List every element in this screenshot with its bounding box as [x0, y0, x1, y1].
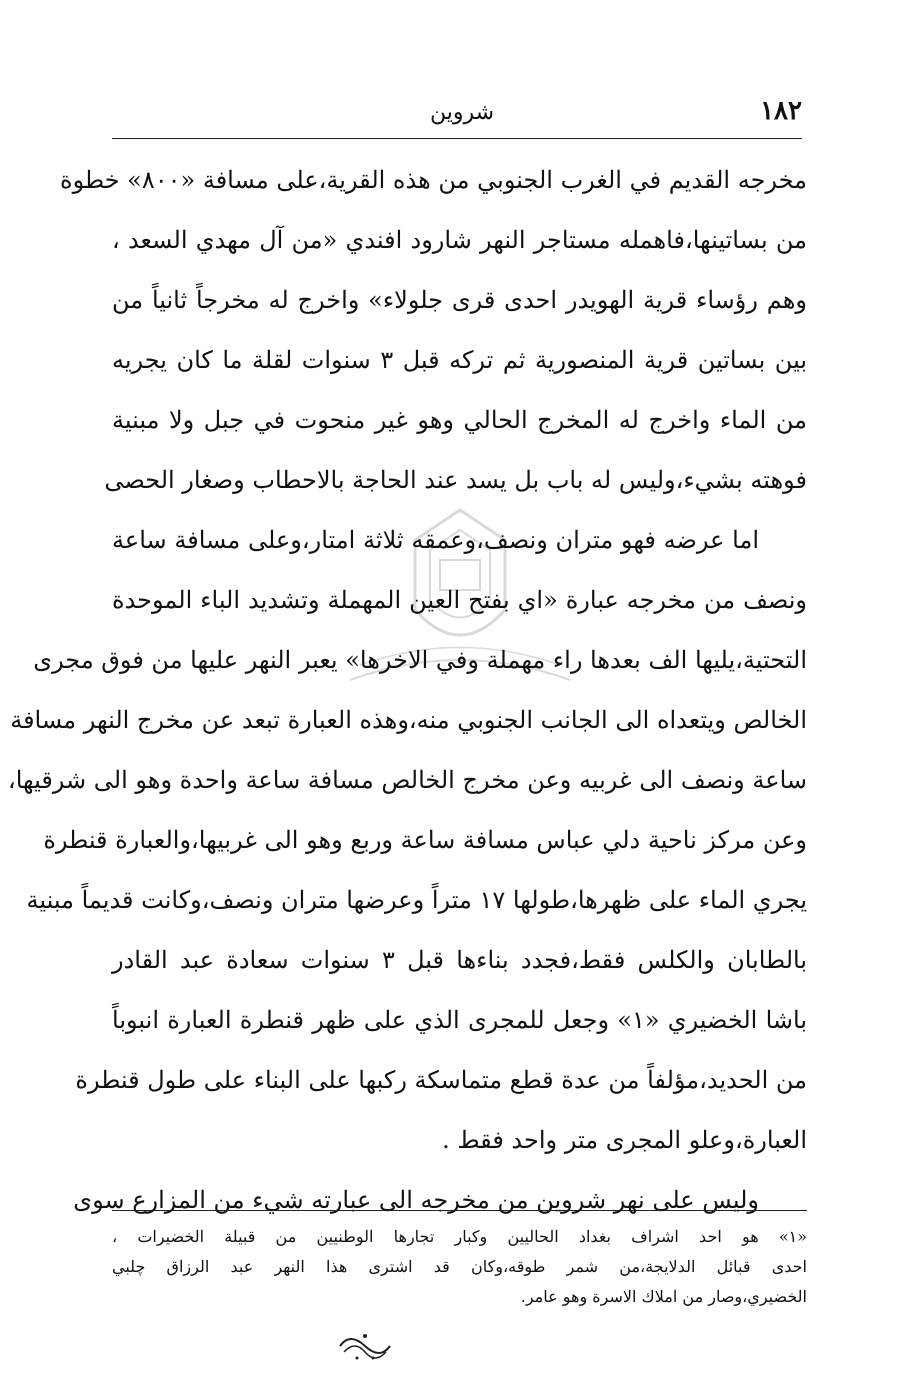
body-text — [7, 150, 808, 1230]
text-line: الخالص ويتعداه الى الجانب الجنوبي منه،وهذه العبارة تبعد عن مخرج النهر مسافة — [10, 706, 807, 734]
footnote-line: «١» هو احد اشراف بغداد الحاليين وكبار تجارها الوطنيين من قبيلة الخضيرات ، — [112, 1227, 807, 1246]
text-line: وهم رؤساء قرية الهويدر احدى قرى جلولاء» واخرج له مخرجاً ثانياً من — [112, 286, 807, 314]
text-line: العبارة،وعلو المجرى متر واحد فقط . — [442, 1126, 807, 1154]
text-line: ونصف من مخرجه عبارة «اي بفتح العين المهملة وتشديد الباء الموحدة — [112, 586, 807, 614]
text-line: بين بساتين قرية المنصورية ثم تركه قبل ٣ سنوات لقلة ما كان يجريه — [112, 346, 807, 374]
text-line: فوهته بشيء،وليس له باب بل يسد عند الحاجة بالاحطاب وصغار الحصى — [104, 466, 807, 494]
text-line: مخرجه القديم في الغرب الجنوبي من هذه القرية،على مسافة «٨٠٠» خطوة — [60, 166, 807, 194]
footnote-line: الخضيري،وصار من املاك الاسرة وهو عامر. — [520, 1287, 807, 1306]
text-line: وعن مركز ناحية دلي عباس مسافة ساعة وربع وهو الى غربيها،والعبارة قنطرة — [43, 826, 807, 854]
page-ornament-icon — [330, 1328, 400, 1364]
text-line: من الحديد،مؤلفاً من عدة قطع متماسكة ركبها على البناء على طول قنطرة — [75, 1066, 807, 1094]
page-header — [112, 96, 802, 136]
text-line: من الماء واخرج له المخرج الحالي وهو غير منحوت في جبل ولا مبنية — [112, 406, 807, 434]
text-line: يجري الماء على ظهرها،طولها ١٧ متراً وعرضها متران ونصف،وكانت قديماً مبنية — [26, 886, 807, 914]
footnote-line: احدى قبائل الدلايجة،من شمر طوقه،وكان قد اشترى هذا النهر عبد الرزاق چلبي — [112, 1257, 807, 1276]
text-line: بالطابان والكلس فقط،فجدد بناءها قبل ٣ سنوات سعادة عبد القادر — [112, 946, 808, 974]
text-line: من بساتينها،فاهمله مستاجر النهر شارود افندي «من آل مهدي السعد ، — [112, 226, 807, 254]
page-number: ١٨٢ — [760, 96, 802, 126]
text-line: التحتية،يليها الف بعدها راء مهملة وفي الاخرها» يعبر النهر عليها من فوق مجرى — [33, 646, 807, 674]
footnote-rule — [112, 1210, 807, 1211]
text-line: ساعة ونصف الى غربيه وعن مخرج الخالص مسافة ساعة واحدة وهو الى شرقيها، — [7, 766, 807, 794]
running-title: شروين — [429, 100, 495, 125]
text-line: وليس على نهر شروين من مخرجه الى عبارته شيء من المزارع سوى — [73, 1186, 759, 1214]
text-line: اما عرضه فهو متران ونصف،وعمقه ثلاثة امتار،وعلى مسافة ساعة — [112, 526, 759, 554]
footnotes — [112, 1222, 807, 1312]
header-rule — [112, 138, 802, 139]
text-line: باشا الخضيري «١» وجعل للمجرى الذي على ظهر قنطرة العبارة انبوباً — [112, 1006, 807, 1034]
